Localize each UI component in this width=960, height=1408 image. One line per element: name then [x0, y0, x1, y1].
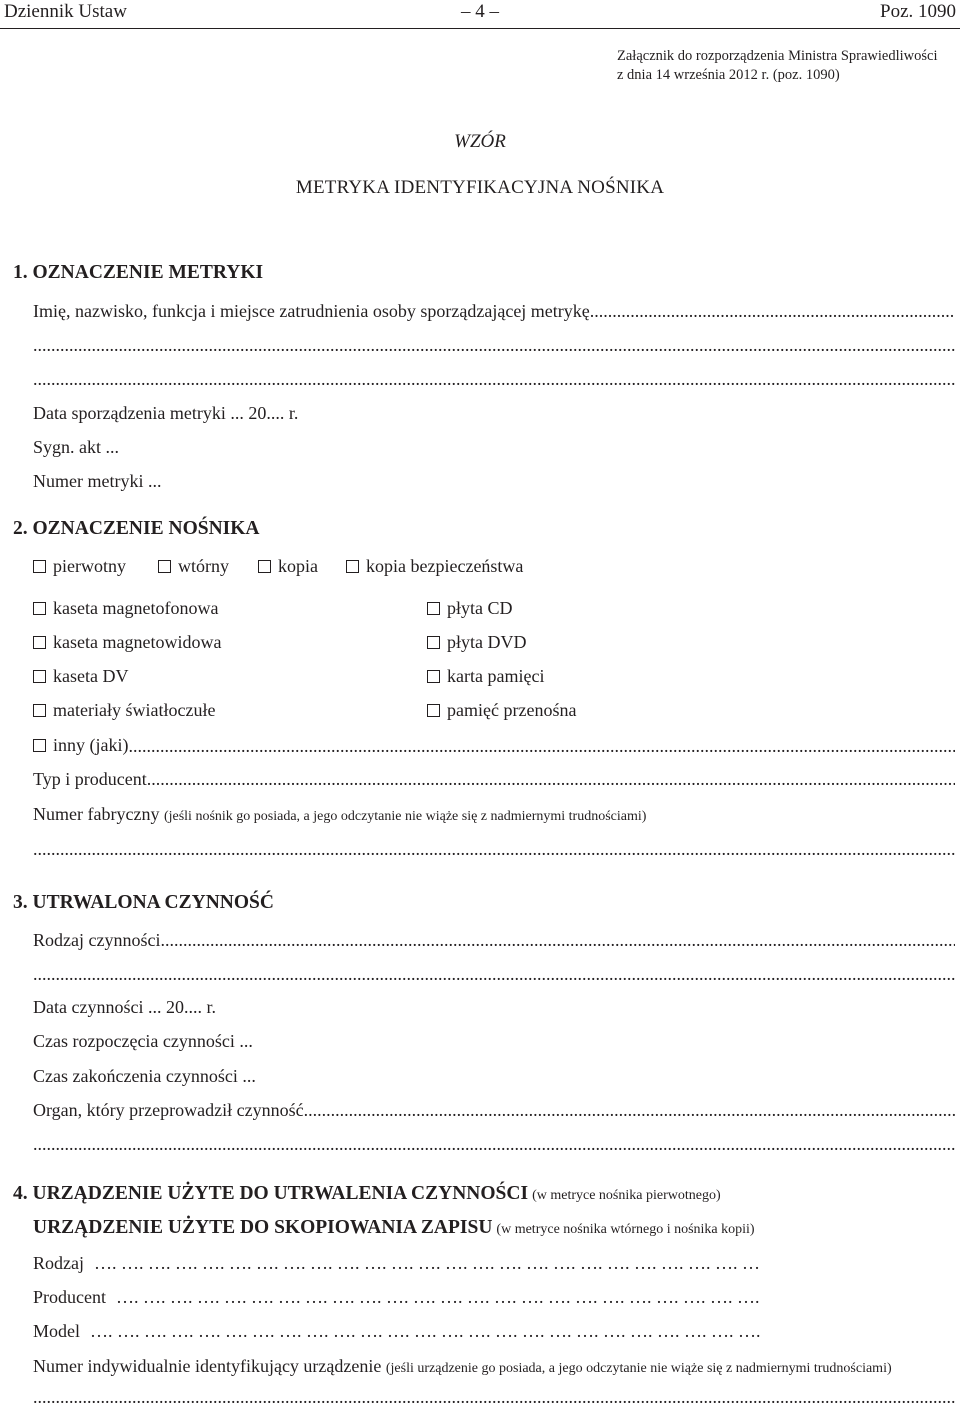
other-medium-field[interactable]	[33, 734, 955, 757]
document-title: METRYKA IDENTYFIKACYJNA NOŚNIKA	[295, 177, 665, 198]
checkbox-pierwotny[interactable]: pierwotny	[33, 555, 126, 577]
device-id-note: (jeśli urządzenie go posiada, a jego odczytanie nie wiąże się z nadmiernymi trudnościami)	[385, 1361, 892, 1376]
checkbox-icon	[33, 704, 46, 717]
checkbox-materialy-swiatloczule[interactable]: materiały światłoczułe	[33, 699, 215, 721]
metric-number-field[interactable]: Numer metryki ...	[33, 471, 162, 491]
position-number: Poz. 1090	[880, 1, 956, 22]
checkbox-wtorny[interactable]: wtórny	[158, 555, 229, 577]
checkbox-icon	[158, 560, 171, 573]
serial-number-note: (jeśli nośnik go posiada, a jego odczytanie nie wiąże się z nadmiernymi trudnościami)	[163, 809, 647, 824]
device-producer-label: Producent	[33, 1287, 106, 1307]
case-signature-field[interactable]: Sygn. akt ...	[33, 437, 120, 457]
creation-date-field[interactable]: Data sporządzenia metryki ... 20.... r.	[33, 403, 299, 423]
type-producer-field[interactable]	[33, 768, 955, 790]
section-1-heading: 1. OZNACZENIE METRYKI	[13, 262, 264, 283]
device-model-field[interactable]	[33, 1320, 760, 1342]
checkbox-icon	[33, 602, 46, 615]
device-id-field[interactable]	[33, 1386, 955, 1408]
person-field-line-2[interactable]	[33, 334, 955, 356]
checkbox-plyta-dvd[interactable]: płyta DVD	[427, 631, 527, 653]
section-4-heading: 4. URZĄDZENIE UŻYTE DO UTRWALENIA CZYNNOŚCI (w metryce nośnika pierwotnego)	[13, 1183, 721, 1204]
person-field[interactable]	[33, 300, 955, 322]
organ-field-line-2[interactable]	[33, 1133, 955, 1155]
checkbox-icon	[427, 670, 440, 683]
start-time-field[interactable]: Czas rozpoczęcia czynności ...	[33, 1031, 253, 1051]
end-time-field[interactable]: Czas zakończenia czynności ...	[33, 1066, 256, 1086]
page-number: – 4 –	[461, 1, 499, 22]
checkbox-kaseta-magnetowidowa[interactable]: kaseta magnetowidowa	[33, 631, 221, 653]
checkbox-icon	[33, 560, 46, 573]
checkbox-icon	[427, 636, 440, 649]
device-producer-field[interactable]	[33, 1286, 760, 1308]
checkbox-karta-pamieci[interactable]: karta pamięci	[427, 665, 544, 687]
section-2-heading: 2. OZNACZENIE NOŚNIKA	[13, 518, 260, 539]
checkbox-plyta-cd[interactable]: płyta CD	[427, 597, 513, 619]
checkbox-icon	[346, 560, 359, 573]
type-producer-label: Typ i producent	[33, 769, 147, 789]
checkbox-kopia[interactable]: kopia	[258, 555, 318, 577]
person-field-line-3[interactable]	[33, 368, 955, 390]
checkbox-kaseta-dv[interactable]: kaseta DV	[33, 665, 128, 687]
activity-kind-field-line-2[interactable]	[33, 963, 955, 985]
checkbox-icon	[258, 560, 271, 573]
annex-line-1: Załącznik do rozporządzenia Ministra Sprawiedliwości	[617, 48, 938, 64]
device-id-label: Numer indywidualnie identyfikujący urządzenie (jeśli urządzenie go posiada, a jego odczytanie nie wiąże się z nadmiernymi trudnościami)	[33, 1356, 892, 1376]
organ-label: Organ, który przeprowadził czynność	[33, 1100, 304, 1120]
device-model-label: Model	[33, 1321, 80, 1341]
other-medium-label: inny (jaki)	[53, 735, 129, 755]
activity-kind-field[interactable]	[33, 929, 955, 951]
activity-date-field[interactable]: Data czynności ... 20.... r.	[33, 997, 216, 1017]
organ-field[interactable]	[33, 1099, 955, 1121]
checkbox-icon	[33, 670, 46, 683]
checkbox-icon	[33, 739, 46, 752]
device-kind-field[interactable]	[33, 1252, 760, 1274]
section-4-heading-note: (w metryce nośnika pierwotnego)	[532, 1188, 721, 1203]
journal-name: Dziennik Ustaw	[4, 1, 127, 22]
section-4-heading-2-note: (w metryce nośnika wtórnego i nośnika kopii)	[496, 1222, 755, 1237]
serial-number-field[interactable]	[33, 838, 955, 860]
checkbox-kaseta-magnetofonowa[interactable]: kaseta magnetofonowa	[33, 597, 218, 619]
checkbox-icon	[33, 636, 46, 649]
activity-kind-label: Rodzaj czynności	[33, 930, 161, 950]
section-4-heading-2: URZĄDZENIE UŻYTE DO SKOPIOWANIA ZAPISU (w metryce nośnika wtórnego i nośnika kopii)	[33, 1217, 755, 1238]
checkbox-icon	[427, 602, 440, 615]
annex-line-2: z dnia 14 września 2012 r. (poz. 1090)	[617, 67, 840, 83]
header-rule	[0, 28, 960, 29]
checkbox-kopia-bezpieczenstwa[interactable]: kopia bezpieczeństwa	[346, 555, 523, 577]
template-label: WZÓR	[454, 131, 506, 152]
section-3-heading: 3. UTRWALONA CZYNNOŚĆ	[13, 892, 274, 913]
checkbox-pamiec-przenosna[interactable]: pamięć przenośna	[427, 699, 576, 721]
checkbox-icon	[427, 704, 440, 717]
device-kind-label: Rodzaj	[33, 1253, 84, 1273]
person-label: Imię, nazwisko, funkcja i miejsce zatrudnienia osoby sporządzającej metrykę	[33, 301, 590, 321]
serial-number-label: Numer fabryczny (jeśli nośnik go posiada, a jego odczytanie nie wiąże się z nadmiernymi trudnościami)	[33, 804, 647, 824]
